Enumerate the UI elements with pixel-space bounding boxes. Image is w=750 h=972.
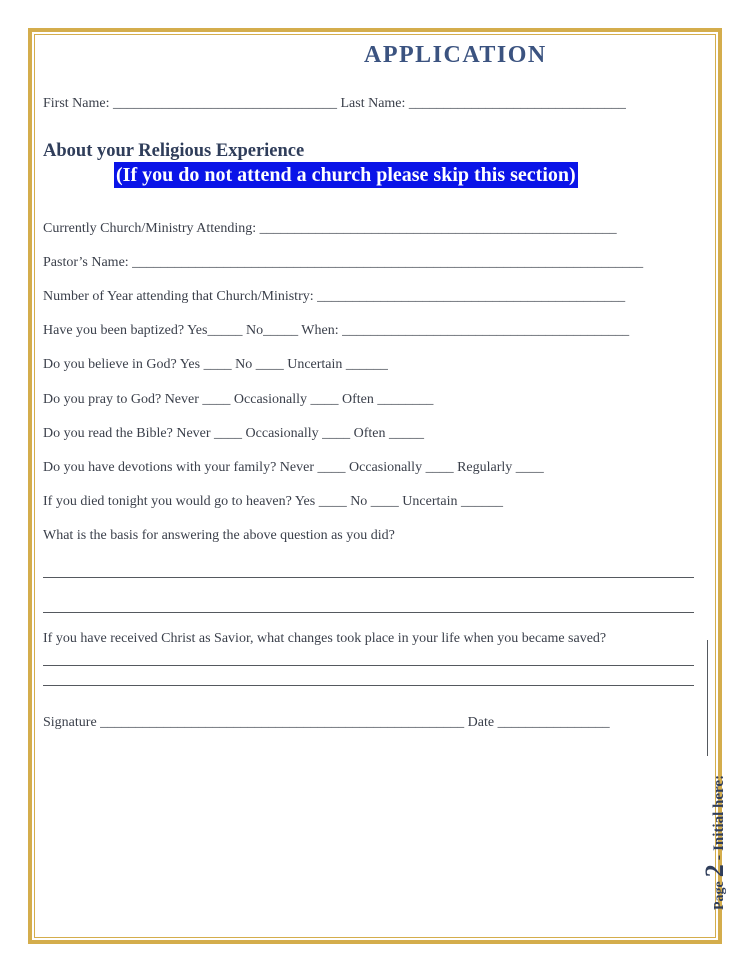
pray-question[interactable]: Do you pray to God? Never ____ Occasionally ____ Often ________ (43, 392, 434, 407)
believe-in-god-question[interactable]: Do you believe in God? Yes ____ No ____ Uncertain ______ (43, 357, 388, 372)
form-title: APPLICATION (364, 42, 547, 68)
initial-label: Initial here: (711, 774, 727, 851)
changes-question: If you have received Christ as Savior, what changes took place in your life when you became saved? (43, 631, 607, 646)
church-attending-field[interactable]: Currently Church/Ministry Attending: ___________________________________________________ (43, 221, 617, 236)
basis-answer-line-2[interactable] (43, 612, 694, 613)
read-bible-question[interactable]: Do you read the Bible? Never ____ Occasionally ____ Often _____ (43, 426, 425, 441)
baptized-question[interactable]: Have you been baptized? Yes_____ No_____ When: _________________________________________ (43, 323, 630, 338)
page-number: 2 (700, 864, 729, 878)
initial-line[interactable] (707, 640, 708, 756)
basis-answer-line-1[interactable] (43, 577, 694, 578)
years-attending-field[interactable]: Number of Year attending that Church/Ministry: ____________________________________________ (43, 289, 626, 304)
page-footer (700, 775, 730, 910)
footer-separator: - (710, 850, 727, 865)
heaven-question[interactable]: If you died tonight you would go to heaven? Yes ____ No ____ Uncertain ______ (43, 494, 503, 509)
basis-question: What is the basis for answering the above question as you did? (43, 528, 395, 543)
signature-date-line[interactable]: Signature ____________________________________________________ Date ________________ (43, 715, 610, 730)
section-heading: About your Religious Experience (43, 141, 305, 161)
page-label: Page (712, 881, 727, 910)
name-fields-line[interactable]: First Name: ________________________________ Last Name: _______________________________ (43, 96, 626, 111)
pastor-name-field[interactable]: Pastor’s Name: _________________________________________________________________________ (43, 255, 644, 270)
changes-answer-line-1[interactable] (43, 665, 694, 666)
changes-answer-line-2[interactable] (43, 685, 694, 686)
section-skip-note: (If you do not attend a church please skip this section) (116, 164, 576, 186)
devotions-question[interactable]: Do you have devotions with your family? Never ____ Occasionally ____ Regularly ____ (43, 460, 544, 475)
